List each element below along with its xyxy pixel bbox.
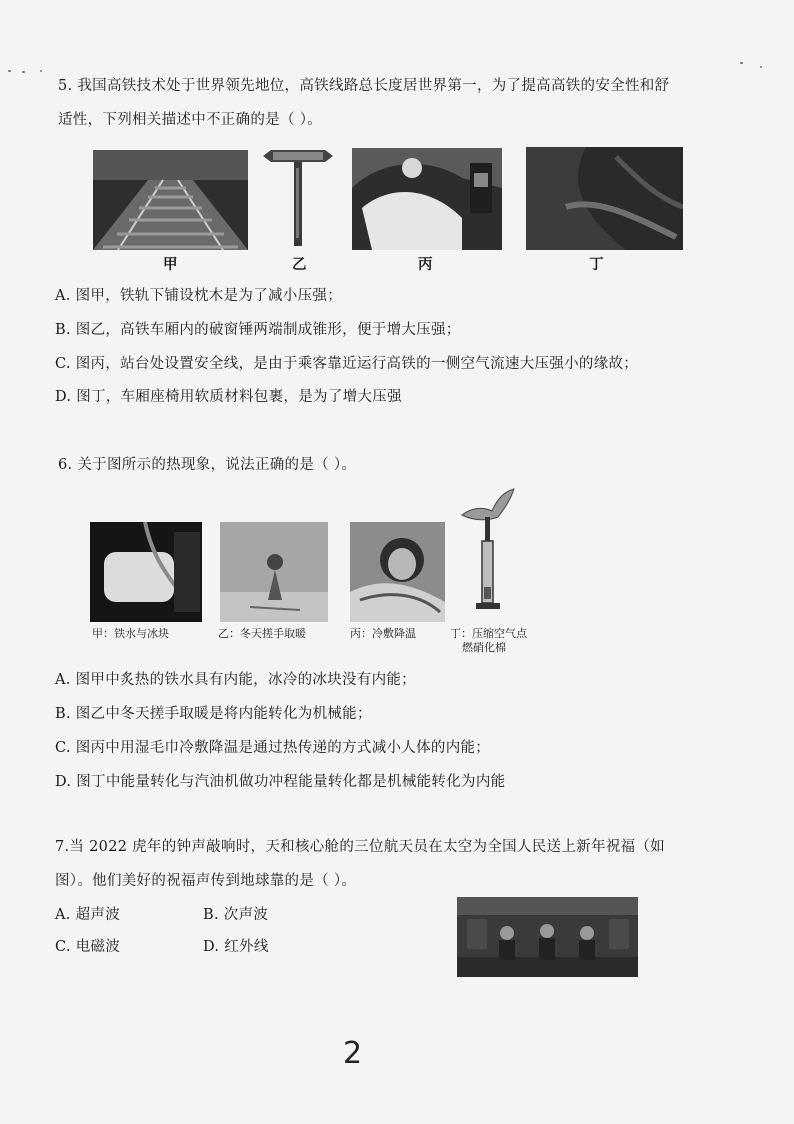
q6-figure-cold-compress <box>350 522 445 622</box>
q7-option-d: D. 红外线 <box>203 939 269 955</box>
scan-speck <box>760 66 762 68</box>
scan-speck <box>8 70 11 72</box>
q7-stem-line2: 图）。他们美好的祝福声传到地球靠的是（ ）。 <box>55 873 357 889</box>
q5-option-b: B. 图乙，高铁车厢内的破窗锤两端制成锥形，便于增大压强； <box>55 322 461 338</box>
q5-option-d: D. 图丁，车厢座椅用软质材料包裹，是为了增大压强 <box>55 389 402 405</box>
q5-figure-platform-safety-line <box>352 148 502 250</box>
q5-option-c: C. 图丙，站台处设置安全线，是由于乘客靠近运行高铁的一侧空气流速大压强小的缘故； <box>55 356 639 372</box>
q6-figure-air-compression <box>458 487 518 617</box>
q6-option-a: A. 图甲中炙热的铁水具有内能，冰冷的冰块没有内能； <box>55 672 416 688</box>
q7-figure-astronauts <box>457 897 638 977</box>
q5-figure-railway-track <box>93 150 248 250</box>
q6-option-c: C. 图丙中用湿毛巾冷敷降温是通过热传递的方式减小人体的内能； <box>55 740 491 756</box>
q6-caption-ding: 丁：压缩空气点 <box>450 627 527 640</box>
q6-figure-iron-and-ice <box>90 522 202 622</box>
q5-label-bing: 丙 <box>418 256 433 273</box>
q5-label-yi: 乙 <box>292 256 307 273</box>
scan-speck <box>22 71 25 73</box>
q7-option-c: C. 电磁波 <box>55 939 121 955</box>
q6-stem: 6. 关于图所示的热现象，说法正确的是（ ）。 <box>58 457 357 473</box>
scan-speck <box>740 62 743 64</box>
q6-caption-ding-line2: 燃硝化棉 <box>462 641 506 654</box>
page-number: 2 <box>343 1036 363 1071</box>
q5-option-a: A. 图甲，铁轨下铺设枕木是为了减小压强； <box>55 288 342 304</box>
q7-stem-line1: 7.当 2022 虎年的钟声敲响时，天和核心舱的三位航天员在太空为全国人民送上新年祝福（如 <box>55 839 665 855</box>
q6-figure-rubbing-hands <box>220 522 328 622</box>
q6-caption-yi: 乙：冬天搓手取暖 <box>218 627 306 640</box>
q7-option-a: A. 超声波 <box>55 907 120 923</box>
scan-speck <box>40 70 42 72</box>
q6-caption-bing: 丙：冷敷降温 <box>350 627 416 640</box>
q5-label-jia: 甲 <box>163 256 178 273</box>
q5-stem-line1: 5. 我国高铁技术处于世界领先地位，高铁线路总长度居世界第一，为了提高高铁的安全性和舒 <box>58 78 670 94</box>
q7-option-b: B. 次声波 <box>203 907 269 923</box>
q6-option-d: D. 图丁中能量转化与汽油机做功冲程能量转化都是机械能转化为内能 <box>55 774 506 790</box>
q6-option-b: B. 图乙中冬天搓手取暖是将内能转化为机械能； <box>55 706 372 722</box>
q5-label-ding: 丁 <box>589 256 604 273</box>
q5-figure-soft-seat <box>526 147 683 250</box>
q5-stem-line2: 适性，下列相关描述中不正确的是（ ）。 <box>58 112 323 128</box>
q6-caption-jia: 甲：铁水与冰块 <box>92 627 169 640</box>
q5-figure-safety-hammer <box>263 148 333 250</box>
